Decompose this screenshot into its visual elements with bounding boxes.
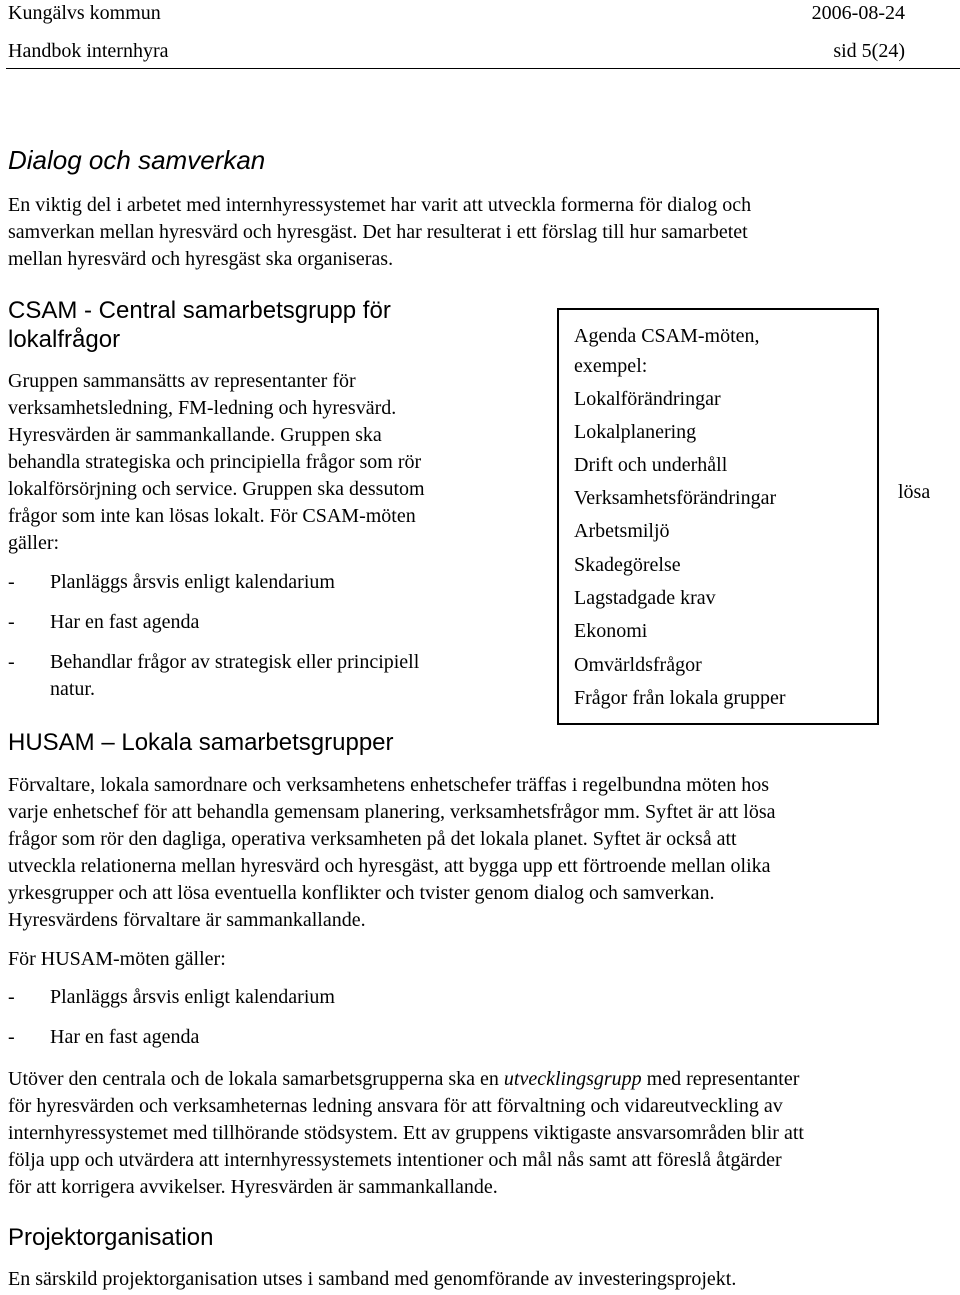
utveckling-text-pre: Utöver den centrala och de lokala samarbetsgrupperna ska en — [8, 1068, 504, 1090]
utveckling-line: följa upp och utvärdera att internhyressystemets intentioner och mål nås samt att föreslå åtgärder — [8, 1149, 782, 1171]
csam-line: verksamhetsledning, FM-ledning och hyresvärd. — [8, 397, 397, 419]
bullet-dash: - — [8, 651, 15, 673]
husam-line: utveckla relationerna mellan hyresvärd och hyresgäst, att bygga upp ett förtroende mellan olika — [8, 855, 771, 877]
projekt-heading: Projektorganisation — [8, 1224, 214, 1251]
csam-line: Gruppen sammansätts av representanter för — [8, 370, 356, 392]
husam-line: frågor som rör den dagliga, operativa verksamheten på det lokala planet. Syftet är också att — [8, 828, 737, 850]
csam-line: Hyresvärden är sammankallande. Gruppen ska — [8, 424, 382, 446]
projekt-line: En särskild projektorganisation utses i samband med genomförande av investeringsprojekt. — [8, 1268, 737, 1290]
header-doc-title: Handbok internhyra — [8, 40, 169, 62]
agenda-item: Ekonomi — [574, 620, 648, 642]
agenda-title-cont: exempel: — [574, 355, 648, 377]
csam-bullet-cont: natur. — [50, 678, 95, 700]
utveckling-line — [8, 1066, 799, 1093]
agenda-item: Arbetsmiljö — [574, 520, 670, 542]
bullet-dash: - — [8, 986, 15, 1008]
husam-bullet: Planläggs årsvis enligt kalendarium — [50, 986, 335, 1008]
utveckling-line: för att korrigera avvikelser. Hyresvärden är sammankallande. — [8, 1176, 498, 1198]
utveckling-emphasis: utvecklingsgrupp — [503, 1068, 642, 1090]
bullet-dash: - — [8, 611, 15, 633]
husam-line: yrkesgrupper och att lösa eventuella konflikter och tvister genom dialog och samverkan. — [8, 882, 715, 904]
agenda-item: Drift och underhåll — [574, 454, 728, 476]
csam-bullet: Planläggs årsvis enligt kalendarium — [50, 571, 335, 593]
utveckling-line: för hyresvärden och verksamheternas ledning ansvara för att förvaltning och vidareutveckling av — [8, 1095, 783, 1117]
header-date: 2006-08-24 — [811, 2, 905, 24]
csam-heading-cont: lokalfrågor — [8, 326, 121, 353]
csam-line: frågor som inte kan lösas lokalt. För CSAM-möten — [8, 505, 416, 527]
agenda-item: Skadegörelse — [574, 554, 681, 576]
husam-heading: HUSAM – Lokala samarbetsgrupper — [8, 729, 394, 756]
husam-bullet: Har en fast agenda — [50, 1026, 200, 1048]
dialog-line: mellan hyresvärd och hyresgäst ska organiseras. — [8, 248, 394, 270]
bullet-dash: - — [8, 1026, 15, 1048]
bullet-dash: - — [8, 571, 15, 593]
header-org: Kungälvs kommun — [8, 2, 161, 24]
agenda-item: Omvärldsfrågor — [574, 654, 702, 676]
stray-word: lösa — [898, 481, 931, 503]
husam-intro: För HUSAM-möten gäller: — [8, 948, 226, 970]
agenda-item: Lokalplanering — [574, 421, 697, 443]
csam-bullet: Har en fast agenda — [50, 611, 200, 633]
csam-bullet: Behandlar frågor av strategisk eller principiell — [50, 651, 420, 673]
header-page-number: sid 5(24) — [833, 40, 905, 62]
husam-line: Förvaltare, lokala samordnare och verksamhetens enhetschefer träffas i regelbundna möten hos — [8, 774, 770, 796]
utveckling-text-post: med representanter — [641, 1068, 800, 1090]
header-divider — [6, 68, 960, 69]
agenda-title: Agenda CSAM-möten, — [574, 325, 760, 347]
dialog-line: samverkan mellan hyresvärd och hyresgäst. Det har resulterat i ett förslag till hur samarbetet — [8, 221, 748, 243]
agenda-item: Frågor från lokala grupper — [574, 687, 786, 709]
agenda-item: Verksamhetsförändringar — [574, 487, 777, 509]
dialog-line: En viktig del i arbetet med internhyressystemet har varit att utveckla formerna för dialog och — [8, 194, 752, 216]
agenda-item: Lagstadgade krav — [574, 587, 716, 609]
csam-line: lokalförsörjning och service. Gruppen ska dessutom — [8, 478, 425, 500]
csam-line: gäller: — [8, 532, 60, 554]
csam-heading: CSAM - Central samarbetsgrupp för — [8, 297, 391, 324]
husam-line: varje enhetschef för att behandla gemensam planering, verksamhetsfrågor mm. Syftet är att lösa — [8, 801, 776, 823]
agenda-item: Lokalförändringar — [574, 388, 721, 410]
utveckling-line: internhyressystemet med tillhörande stödsystem. Ett av gruppens viktigaste ansvarsområden blir att — [8, 1122, 804, 1144]
csam-line: behandla strategiska och principiella frågor som rör — [8, 451, 422, 473]
dialog-heading: Dialog och samverkan — [8, 145, 266, 175]
husam-line: Hyresvärdens förvaltare är sammankallande. — [8, 909, 366, 931]
